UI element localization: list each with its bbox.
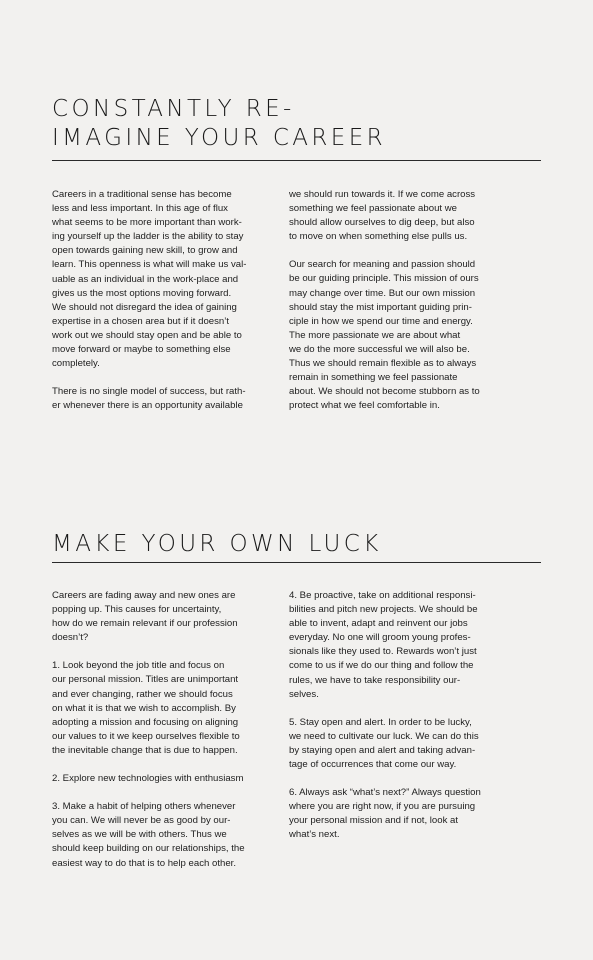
section-constantly-reimagine bbox=[52, 95, 541, 412]
paragraph: we should run towards it. If we come across something we feel passionate about we should allow ourselves to dig deep, but also to move on when something else pulls us. bbox=[289, 189, 476, 243]
section-heading bbox=[52, 95, 541, 153]
paragraph: Careers are fading away and new ones are popping up. This causes for uncertainty, how do we remain relevant if our profession doesn’t? bbox=[52, 590, 238, 644]
section-make-your-own-luck bbox=[52, 530, 541, 869]
section-heading bbox=[52, 530, 541, 559]
paragraph: 6. Always ask “what’s next?” Always question where you are right now, if you are pursuing your personal mission and if not, look at what’s next. bbox=[289, 787, 481, 841]
paragraph: 2. Explore new technologies with enthusiasm bbox=[52, 773, 244, 785]
paragraph: 4. Be proactive, take on additional responsi- bilities and pitch new projects. We should be able to invent, adapt and reinvent our jobs everyday. No one will groom young profes- sionals like they used to. Rewards won’t just come to us if we do our thing and follow the rules, we have to take responsibility our- selves. bbox=[289, 590, 478, 700]
paragraph: There is no single model of success, but rath- er whenever there is an opportunity available bbox=[52, 386, 246, 412]
paragraph: 3. Make a habit of helping others whenever you can. We will never be as good by our- selves as we will be with others. Thus we should keep building on our relationships, the easiest way to do that is to help each other. bbox=[52, 801, 245, 869]
left-column bbox=[52, 188, 258, 427]
paragraph: Our search for meaning and passion should be our guiding principle. This mission of ours may change over time. But our own mission should stay the mist important guiding prin- ciple in how we spend our time and energy. The more passionate we are about what we do the more successful we will also be. Thus we should remain flexible as to always remain in something we feel passionate about. We should not become stubborn as to protect what we feel comfortable in. bbox=[289, 259, 480, 412]
paragraph: 1. Look beyond the job title and focus on our personal mission. Titles are unimportant and ever changing, rather we should focus on what it is that we wish to accomplish. By adopting a mission and focusing on aligning our values to it we keep ourselves flexible to the inevitable change that is due to happen. bbox=[52, 660, 240, 756]
right-column bbox=[289, 188, 495, 427]
heading-line-1: CONSTANTLY RE- bbox=[52, 96, 295, 122]
heading-line-2: IMAGINE YOUR CAREER bbox=[52, 125, 387, 151]
paragraph: 5. Stay open and alert. In order to be lucky, we need to cultivate our luck. We can do this by staying open and alert and taking advan- tage of occurrences that come our way. bbox=[289, 716, 479, 771]
left-column bbox=[52, 589, 258, 885]
heading-line-1: MAKE YOUR OWN LUCK bbox=[52, 531, 382, 557]
heading-divider bbox=[52, 160, 541, 161]
right-column bbox=[289, 589, 495, 857]
heading-divider bbox=[52, 562, 541, 563]
paragraph: Careers in a traditional sense has become less and less important. In this age of flux what seems to be more important than work- ing yourself up the ladder is the ability to stay open towards gaining new skill, to grow and learn. This openness is what will make us val- uable as an individual in the work-place and gives us the most options moving forward. We should not disregard the idea of gaining expertise in a chosen area but if it doesn’t work out we should stay open and be able to move forward or maybe to something else completely. bbox=[52, 189, 247, 370]
